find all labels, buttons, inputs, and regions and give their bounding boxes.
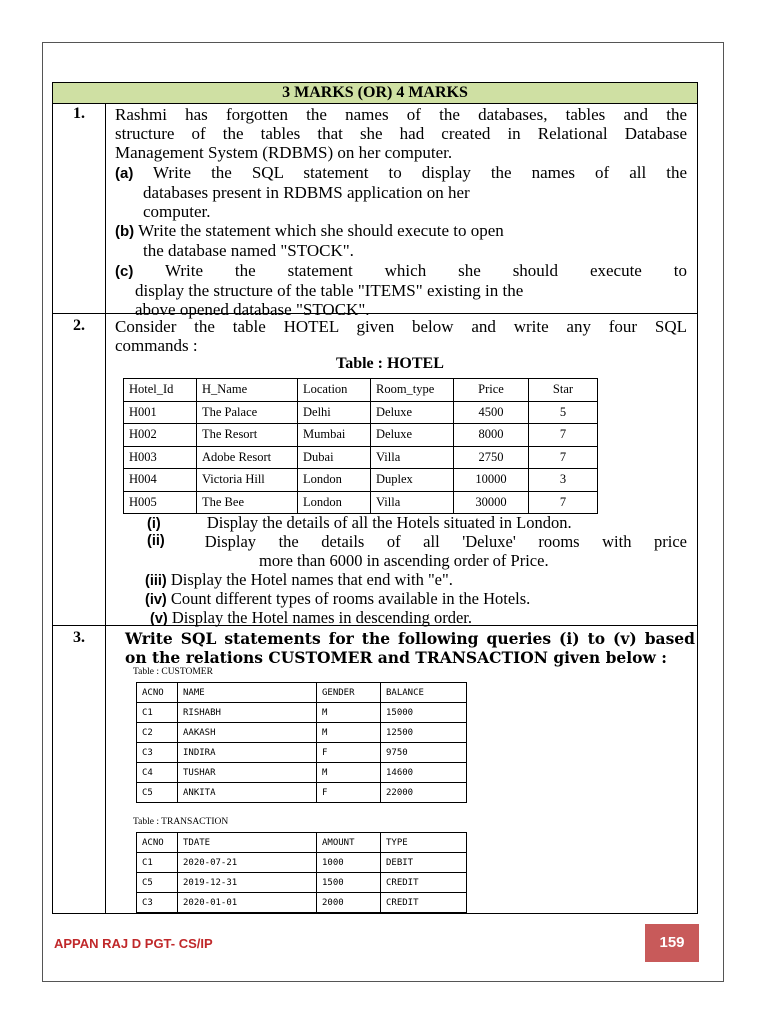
header-cell: TDATE	[178, 833, 317, 853]
table-cell: C5	[137, 873, 178, 893]
q1a-label: (a)	[115, 164, 134, 182]
table-cell: F	[317, 743, 381, 763]
table-cell: INDIRA	[178, 743, 317, 763]
table-cell: H003	[124, 446, 197, 469]
q1b-line	[115, 221, 687, 241]
table-cell: F	[317, 783, 381, 803]
sub-question-cont: more than 6000 in ascending order of Price.	[259, 551, 549, 570]
question-number: 1.	[73, 105, 85, 122]
sub-question	[145, 589, 530, 610]
sub-question	[147, 532, 687, 551]
table-cell: H001	[124, 401, 197, 424]
transaction-table-caption: Table : TRANSACTION	[133, 817, 229, 827]
q2-line: Consider the table HOTEL given below and write any four SQL	[115, 317, 687, 336]
table-cell: Victoria Hill	[197, 469, 298, 492]
sub-text: Display the Hotel names in descending order.	[171, 608, 472, 627]
sub-row	[147, 532, 687, 551]
table-row	[124, 424, 598, 447]
table-cell: 4500	[454, 401, 529, 424]
q1a-line: computer.	[143, 202, 211, 222]
table-cell: CREDIT	[381, 893, 467, 913]
header-cell: H_Name	[197, 379, 298, 402]
table-row	[137, 893, 467, 913]
q1-line: Rashmi has forgotten the names of the databases, tables and the	[115, 105, 687, 124]
q1c-text: Write the statement which she should execute to	[164, 260, 687, 280]
footer-author: APPAN RAJ D PGT- CS/IP	[54, 936, 213, 951]
q1c-line: above opened database "STOCK".	[135, 300, 370, 320]
column-divider	[105, 103, 106, 913]
customer-table-caption: Table : CUSTOMER	[133, 667, 213, 677]
table-row	[124, 491, 598, 514]
table-row	[124, 446, 598, 469]
table-header-row	[137, 833, 467, 853]
table-cell: TUSHAR	[178, 763, 317, 783]
table-cell: 14600	[381, 763, 467, 783]
question-number: 2.	[73, 317, 85, 334]
q1a-line: databases present in RDBMS application on her	[143, 182, 470, 202]
page-number: 159	[645, 924, 699, 962]
table-cell: C3	[137, 893, 178, 913]
header-cell: Location	[298, 379, 371, 402]
table-cell: Duplex	[371, 469, 454, 492]
table-cell: H005	[124, 491, 197, 514]
table-cell: 2000	[317, 893, 381, 913]
sub-text: Count different types of rooms available in the Hotels.	[170, 589, 531, 608]
table-cell: C5	[137, 783, 178, 803]
question-1	[115, 105, 687, 319]
table-cell: 9750	[381, 743, 467, 763]
table-cell: ANKITA	[178, 783, 317, 803]
header-cell: Price	[454, 379, 529, 402]
sub-question	[150, 608, 472, 629]
table-cell: DEBIT	[381, 853, 467, 873]
sub-label: (iv)	[145, 592, 167, 608]
table-cell: CREDIT	[381, 873, 467, 893]
table-cell: 8000	[454, 424, 529, 447]
table-cell: 7	[529, 424, 598, 447]
table-row	[137, 783, 467, 803]
table-cell: Adobe Resort	[197, 446, 298, 469]
table-cell: The Palace	[197, 401, 298, 424]
q2-line: commands :	[115, 336, 198, 356]
table-cell: Villa	[371, 491, 454, 514]
table-cell: C1	[137, 703, 178, 723]
table-cell: Villa	[371, 446, 454, 469]
table-cell: 7	[529, 446, 598, 469]
q1a-line	[115, 163, 687, 183]
table-cell: 10000	[454, 469, 529, 492]
table-row	[137, 853, 467, 873]
table-cell: The Resort	[197, 424, 298, 447]
q1b-text: Write the statement which she should execute to open	[138, 221, 504, 241]
hotel-table-caption: Table : HOTEL	[336, 355, 444, 372]
table-cell: M	[317, 703, 381, 723]
header-cell: ACNO	[137, 833, 178, 853]
table-header-row	[137, 683, 467, 703]
header-cell: Hotel_Id	[124, 379, 197, 402]
table-cell: 2020-01-01	[178, 893, 317, 913]
header-cell: ACNO	[137, 683, 178, 703]
table-cell: C1	[137, 853, 178, 873]
q1c-label: (c)	[115, 262, 134, 280]
customer-table	[136, 682, 467, 803]
q1c-line: display the structure of the table "ITEMS" existing in the	[135, 280, 524, 300]
table-cell: 5	[529, 401, 598, 424]
header-cell: AMOUNT	[317, 833, 381, 853]
header-cell: Room_type	[371, 379, 454, 402]
table-cell: M	[317, 723, 381, 743]
table-cell: Deluxe	[371, 401, 454, 424]
table-cell: C4	[137, 763, 178, 783]
table-cell: The Bee	[197, 491, 298, 514]
sub-label: (iii)	[145, 573, 167, 589]
header-cell: Star	[529, 379, 598, 402]
hotel-table	[123, 378, 598, 514]
table-cell: H004	[124, 469, 197, 492]
table-header-row	[124, 379, 598, 402]
table-cell: 30000	[454, 491, 529, 514]
section-header: 3 MARKS (OR) 4 MARKS	[53, 83, 697, 104]
table-cell: 22000	[381, 783, 467, 803]
q3-line: Write SQL statements for the following queries (i) to (v) based	[125, 629, 695, 648]
table-cell: C3	[137, 743, 178, 763]
q1a-text: Write the SQL statement to display the names of all the	[153, 162, 687, 182]
table-cell: Mumbai	[298, 424, 371, 447]
sub-label: (v)	[150, 611, 168, 627]
sub-question	[147, 513, 572, 534]
table-cell: 12500	[381, 723, 467, 743]
sub-label: (ii)	[147, 533, 165, 549]
q3-line: on the relations CUSTOMER and TRANSACTION given below :	[125, 648, 667, 667]
table-cell: 2019-12-31	[178, 873, 317, 893]
sub-question	[145, 570, 453, 591]
table-cell: 2750	[454, 446, 529, 469]
q1b-line: the database named "STOCK".	[143, 241, 354, 261]
table-cell: 3	[529, 469, 598, 492]
header-cell: BALANCE	[381, 683, 467, 703]
header-cell: NAME	[178, 683, 317, 703]
table-cell: London	[298, 491, 371, 514]
table-cell: 15000	[381, 703, 467, 723]
table-row	[137, 743, 467, 763]
table-cell: Dubai	[298, 446, 371, 469]
table-row	[137, 723, 467, 743]
question-table	[52, 82, 698, 914]
table-cell: RISHABH	[178, 703, 317, 723]
table-cell: London	[298, 469, 371, 492]
table-cell: AAKASH	[178, 723, 317, 743]
table-row	[124, 469, 598, 492]
table-cell: Delhi	[298, 401, 371, 424]
q1-line: Management System (RDBMS) on her computer.	[115, 143, 453, 163]
transaction-table	[136, 832, 467, 913]
table-cell: M	[317, 763, 381, 783]
q1b-label: (b)	[115, 223, 135, 241]
table-cell: 1500	[317, 873, 381, 893]
sub-text: Display the details of all 'Deluxe' rooms with price	[204, 532, 687, 551]
q1c-line	[115, 261, 687, 281]
table-row	[124, 401, 598, 424]
question-number: 3.	[73, 629, 85, 646]
header-cell: GENDER	[317, 683, 381, 703]
table-row	[137, 873, 467, 893]
sub-text: Display the Hotel names that end with "e".	[170, 570, 453, 589]
header-cell: TYPE	[381, 833, 467, 853]
table-cell: Deluxe	[371, 424, 454, 447]
sub-text: Display the details of all the Hotels situated in London.	[206, 513, 572, 532]
table-cell: 2020-07-21	[178, 853, 317, 873]
question-3	[125, 629, 695, 667]
table-cell: 7	[529, 491, 598, 514]
table-row	[137, 763, 467, 783]
sub-label: (i)	[147, 516, 161, 532]
table-row	[137, 703, 467, 723]
question-2	[115, 317, 687, 355]
table-cell: C2	[137, 723, 178, 743]
table-cell: 1000	[317, 853, 381, 873]
q1-line: structure of the tables that she had created in Relational Database	[115, 124, 687, 144]
table-cell: H002	[124, 424, 197, 447]
